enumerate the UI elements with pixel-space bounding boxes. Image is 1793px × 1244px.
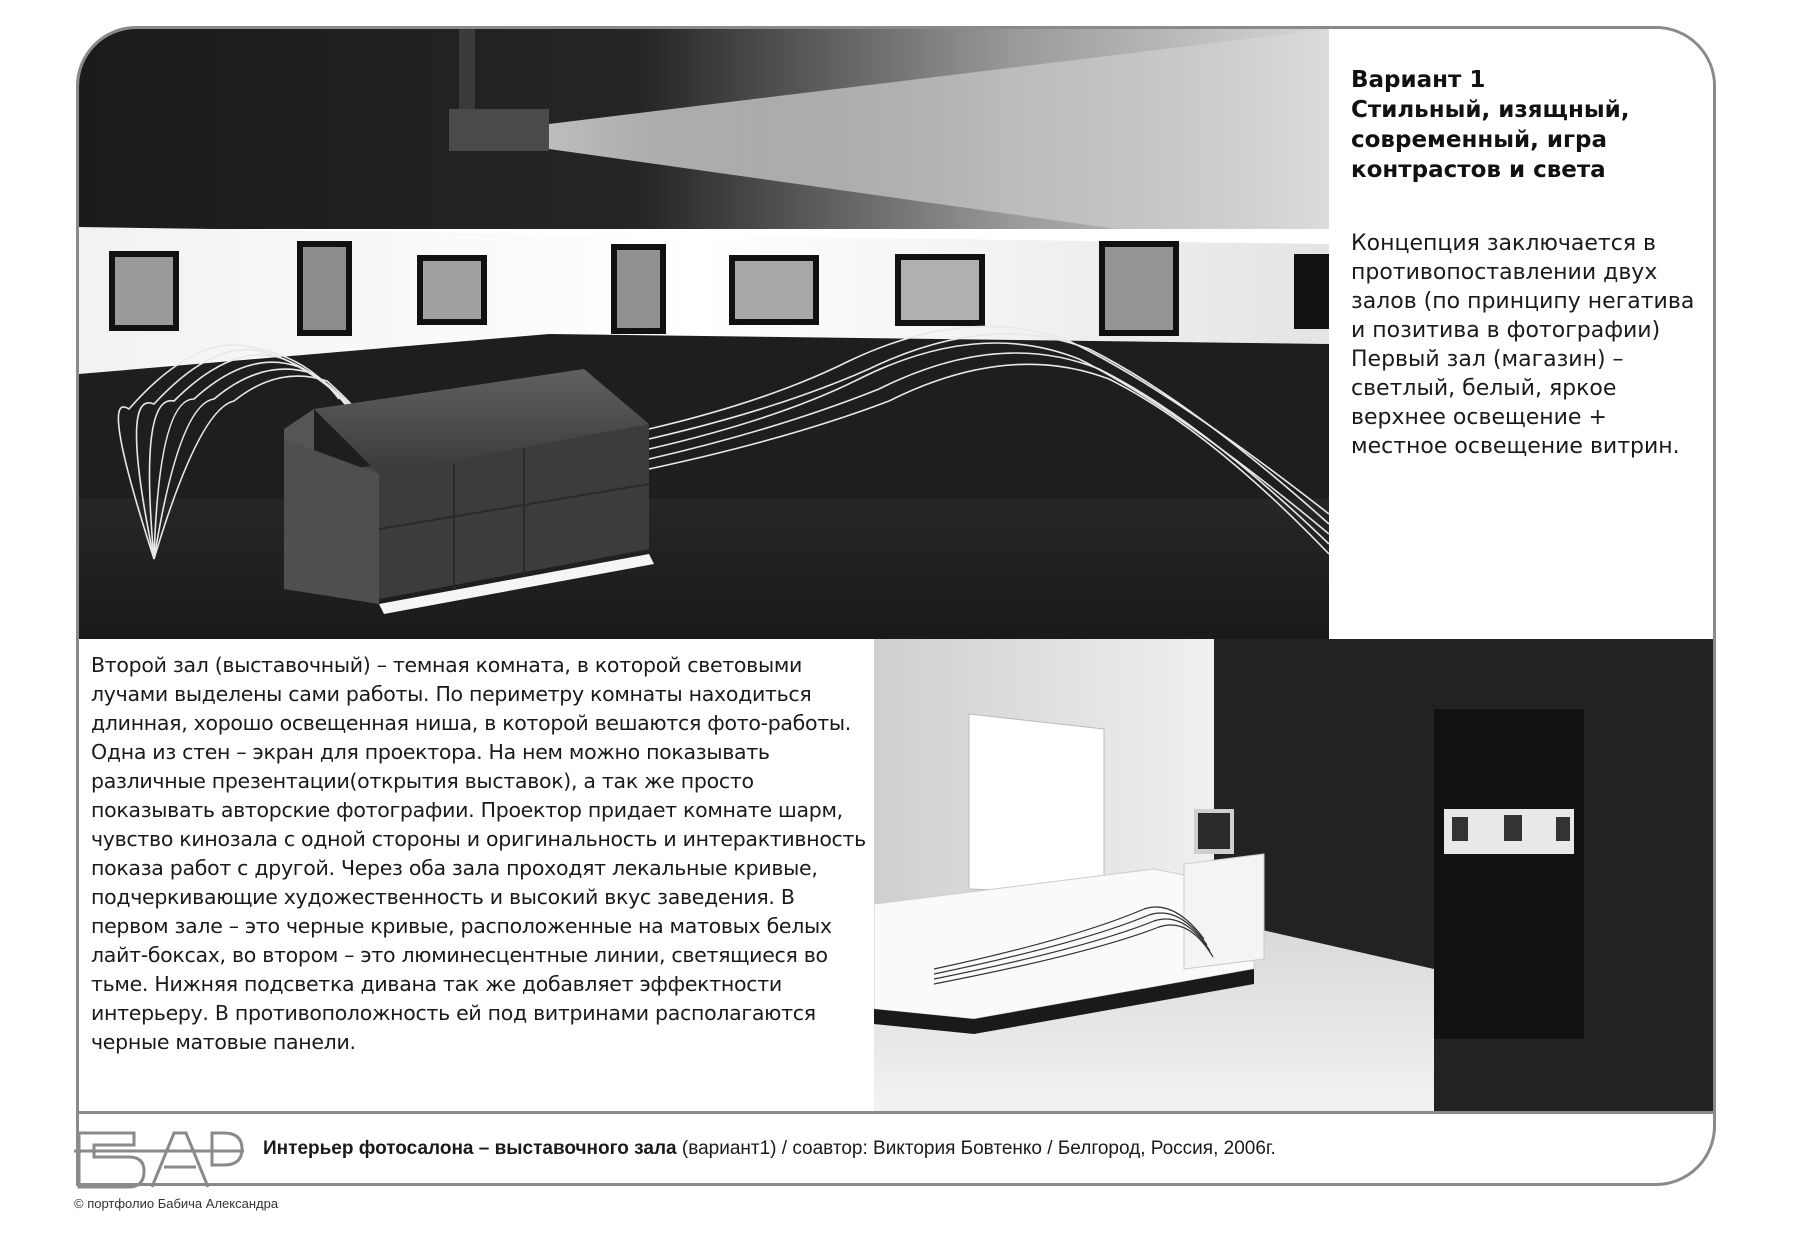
dark-hall-render [79,29,1329,639]
variant-heading-line: Вариант 1 [1351,67,1486,93]
cash-desk [1184,854,1264,969]
portfolio-frame [76,26,1716,1186]
variant-panel [1329,29,1716,639]
description-text: Второй зал (выставочный) – темная комната, в которой световыми лучами выделены сами работы. По периметру комнаты находиться длинная, хорошо освещенная ниша, в которой вешаются фото-работы. Одна из стен – экран для проектора. На нем можно показывать различные презентации(открытия выставок), а так же просто показывать авторские фотографии. Проектор придает комнате шарм, чувство кинозала с одной стороны и оригинальность и интерактивность показа работ с другой. Через оба зала проходят лекальные кривые, подчеркивающие художественность и высокий вкус заведения. В первом зале – это черные кривые, расположенные на матовых белых лайт-боксах, во втором – это люминесцентные линии, светящиеся во тьме. Нижняя подсветка дивана так же добавляет эффектности интерьеру. В противоположность ей под витринами располагаются черные матовые панели. [91,653,866,1054]
copyright: © портфолио Бабича Александра [74,1196,279,1211]
lower-wall [79,334,1329,499]
projection-screen [969,714,1104,894]
caption [263,1138,1276,1160]
variant-heading-line: Стильный, изящный, [1351,97,1630,123]
divider-line [79,1111,1716,1114]
description-panel [79,639,874,1111]
projector-mount [459,29,475,114]
caption-credits: / соавтор: Виктория Бовтенко / Белгород, Россия, 2006г. [776,1138,1276,1159]
caption-variant: (вариант1) [676,1138,777,1159]
projector [449,109,549,151]
variant-heading [1351,65,1699,185]
caption-title: Интерьер фотосалона – выставочного зала [263,1138,677,1159]
concept-text: Концепция заключается в противопоставлении двух залов (по принципу негатива и позитива в фотографии) Первый зал (магазин) – светлый, белый, яркое верхнее освещение + местное освещение витрин. [1351,231,1695,459]
variant-heading-line: современный, игра [1351,127,1608,153]
variant-heading-line: контрастов и света [1351,157,1606,183]
doorway [1434,709,1584,1039]
floor [79,499,1329,639]
author-logo [74,1125,244,1195]
light-hall-render [874,639,1716,1111]
